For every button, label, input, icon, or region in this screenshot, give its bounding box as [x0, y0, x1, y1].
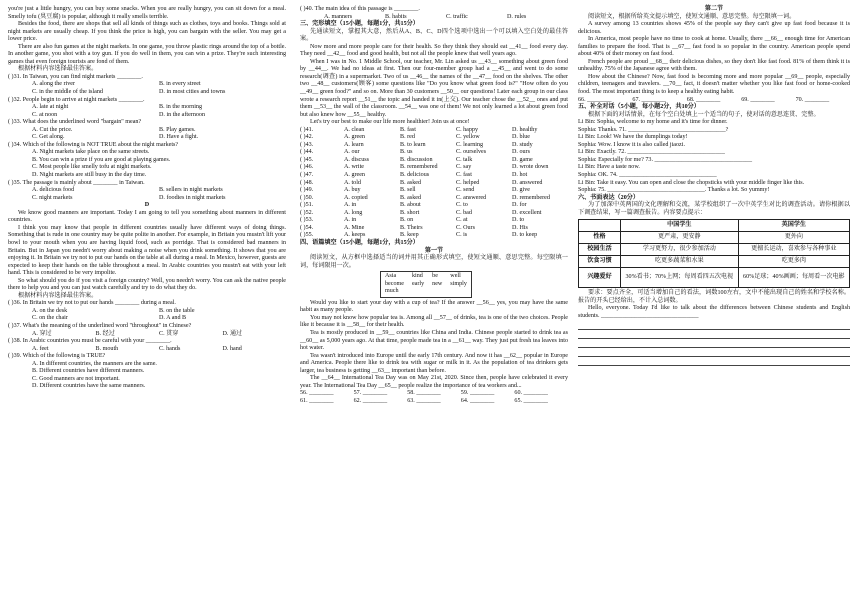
option-d[interactable]: D. excellent: [512, 209, 542, 216]
option-d[interactable]: D. give: [512, 187, 530, 194]
writing-line[interactable]: [578, 339, 850, 348]
option-a[interactable]: A. delicious food: [32, 187, 75, 194]
option-c[interactable]: C. Get along.: [32, 134, 65, 141]
cloze-option-row: [300, 217, 568, 225]
table-cell: 更擅长运动，喜欢参与各种事业: [738, 244, 849, 256]
option-c[interactable]: C. say: [456, 164, 472, 171]
option-b[interactable]: B. in every street: [159, 81, 201, 88]
option-d[interactable]: D. ours: [512, 149, 530, 156]
section-4-part-1: 第一节: [424, 247, 444, 254]
option-d[interactable]: D. hand: [222, 345, 242, 352]
option-a[interactable]: A. clean: [344, 126, 365, 133]
fastfood-text-4: How about the Chinese? Now, fast food is becoming more and more popular __69__ people, especially children, teenagers and travelers. __70__ fact, it doesn't matter whether you like fast food or home-cooked food. The most important thing is to keep a healthy eating habit.: [578, 73, 850, 96]
cloze-option-row: [300, 225, 568, 233]
option-a[interactable]: A. 穿过: [32, 330, 52, 337]
question-stem: ( )33. What does the underlined word "bargain" mean?: [8, 119, 142, 126]
word-box-item: early: [411, 280, 425, 287]
option-c[interactable]: C. Ours: [456, 224, 475, 231]
section-4-title: 四、语篇填空（15小题，每题1分，共15分）: [300, 239, 419, 246]
table-cell: 性格: [579, 232, 621, 244]
option-b[interactable]: B. sell: [400, 187, 416, 194]
fastfood-text-3: French people are proud __68__ their delicious dishes, so they don't like fast food. 81% of them think it is unhealthy. 75% of the Japanese agree with them.: [578, 58, 850, 73]
option-b[interactable]: B. Different countries have different manners.: [32, 368, 145, 375]
table-cell: 30%看书；70%上网；每周看四五次电视: [621, 268, 739, 288]
question-number: ( )52.: [300, 209, 314, 216]
blank-64[interactable]: 64. ________: [460, 397, 495, 404]
table-header-cell: 中国学生: [621, 220, 739, 232]
fastfood-text-2: In America, most people have no time to cook at home. Usually, there __66__ enough time for American families to prepare the food. That is __67__ fast food is so popular in the country. American people spend about 40% of their money on fast food.: [578, 36, 850, 58]
table-header-cell: 英国学生: [738, 220, 849, 232]
cloze-text-1: Now more and more people care for their health. So they think they should eat __41__ food every day. They need __42__ food and good health, but not all the people knew that well years ago.: [300, 43, 568, 58]
option-d[interactable]: D. for: [512, 202, 527, 209]
dialog: [578, 119, 850, 194]
dialog-line: Sophia: 75. ________________________________. Thanks a lot. So yummy!: [578, 187, 770, 194]
option-c[interactable]: C. on the chair: [32, 315, 68, 322]
writing-requirements: 要求：要点齐全，可适当增加自己的看法，词数100左右，文中不能出现自己的姓名和学校名称。报告的开头已经给出，不计入总词数。: [578, 290, 850, 304]
dialog-line: Li Bin: Sophia, welcome to my home and it's time for dinner.: [578, 119, 728, 126]
option-d[interactable]: D. 通过: [222, 330, 243, 337]
dialog-line: Sophia: Thanks. 71. ________________________________?: [578, 126, 729, 133]
option-b[interactable]: B. about: [400, 202, 421, 209]
table-row: [579, 268, 850, 288]
option-a[interactable]: A. learn: [344, 141, 364, 148]
table-header-cell: [579, 220, 621, 232]
question-34: [8, 142, 286, 180]
option-a[interactable]: A. In different countries, the manners are the same.: [32, 360, 157, 367]
option-a[interactable]: A. along the river: [32, 81, 75, 88]
question-number: ( )45.: [300, 156, 314, 163]
option-c[interactable]: C. answered: [456, 194, 487, 201]
option-a[interactable]: A. in: [344, 202, 357, 209]
question-31: [8, 74, 286, 97]
option-a[interactable]: A. Night markets take place on the same streets.: [32, 149, 150, 156]
answer-blanks-61-65: [300, 398, 568, 406]
section-3-title: 三、完形填空（15小题，每题1分，共15分）: [300, 21, 419, 28]
cloze-option-row: [300, 164, 568, 172]
option-b[interactable]: B. keep: [400, 232, 419, 239]
cloze-option-row: [300, 232, 568, 240]
option-b[interactable]: B. in the morning: [159, 104, 202, 111]
word-box-item: become: [385, 280, 404, 287]
option-c[interactable]: C. Most people like smelly tofu at night markets.: [32, 164, 152, 171]
option-d[interactable]: D. remembered: [512, 194, 550, 201]
option-a[interactable]: A. on the desk: [32, 307, 68, 314]
option-b[interactable]: B. mouth: [95, 345, 119, 352]
cloze-option-row: [300, 180, 568, 188]
table-cell: 60%足球；40%画画；每周看一次电影: [738, 268, 849, 288]
question-36: [8, 300, 286, 323]
reading-c-text-3: There are also fun games at the night markets. In one game, you throw plastic rings around the top of a bottle. In another game, you shot with a toy gun. If you do well in them, you can win a prize. They're such interesting games that even foreign tourists are fond of them.: [8, 43, 286, 65]
question-33: [8, 119, 286, 142]
option-d[interactable]: D. blue: [512, 134, 530, 141]
blank-69[interactable]: 69. ________: [741, 96, 775, 103]
option-d[interactable]: D. in the afternoon: [159, 111, 206, 118]
option-d[interactable]: D. study: [512, 141, 533, 148]
table-header-row: [579, 220, 850, 232]
passage-d-title: D: [144, 202, 150, 209]
cloze-option-row: [300, 172, 568, 180]
option-c[interactable]: C. bad: [456, 209, 472, 216]
option-a[interactable]: A. in: [344, 217, 357, 224]
question-number: ( )49.: [300, 187, 314, 194]
option-b[interactable]: B. asked: [400, 179, 421, 186]
option-c[interactable]: C. night markets: [32, 194, 73, 201]
section-4-instruction: 阅读短文，从方框中选择适当的词并用其正确形式填空，使短文通顺、意思完整。每空限填一词，每词限用一次。: [300, 255, 568, 269]
blank-68[interactable]: 68. ________: [686, 96, 721, 103]
question-38: [8, 338, 286, 353]
reading-d-instruction: 根据材料内容选择最佳答案。: [18, 292, 98, 299]
option-a[interactable]: A. Mine: [344, 224, 365, 231]
table-cell: 吃更多肉: [738, 256, 849, 268]
reading-c-text-1: you're just a little hungry, you can buy some snacks. When you are really hungry, you can sit down for a meal. Smelly tofu (臭豆腐) is popular, although it really smells terrible.: [8, 6, 286, 20]
word-box-item: be: [432, 273, 438, 280]
option-a[interactable]: A. our: [344, 149, 360, 156]
question-40: [300, 6, 568, 21]
option-b[interactable]: B. to learn: [400, 141, 426, 148]
question-37: [8, 323, 286, 338]
tea-text-3: Tea is mostly produced in __59__ countries like China and India. Chinese people started to drink tea as __60__ as 5,000 years ago. At that time, people made tea in a __61__ way. They just put fresh tea leaves into hot water.: [300, 329, 568, 352]
question-stem: ( )32. People begin to arrive at night markets ________.: [8, 96, 145, 103]
option-a[interactable]: A. green: [344, 172, 365, 179]
option-d[interactable]: D. Different countries have the same manners.: [32, 383, 146, 390]
blank-65[interactable]: 65. ________: [514, 397, 548, 404]
option-c[interactable]: C. learning: [456, 141, 484, 148]
option-a[interactable]: A. Cut the price.: [32, 126, 73, 133]
reading-c-instruction: 根据材料内容选择最佳答案。: [18, 66, 98, 73]
dialog-line: Li Bin: Exactly. 72. ________________________________: [578, 149, 725, 156]
option-c[interactable]: C. at noon: [32, 111, 58, 118]
question-number: ( )54.: [300, 224, 314, 231]
option-b[interactable]: B. asked: [400, 194, 421, 201]
option-b[interactable]: B. habits: [385, 13, 407, 20]
table-cell: 学习更努力，很少参加活动: [621, 244, 739, 256]
question-stem: ( )36. In Britain we try not to put our hands ________ during a meal.: [8, 300, 176, 307]
section-6-instruction: 为了加深中英两国的文化理解和交流，某学校组织了一次中英学生对比的调查活动。请你根据以下调查结果，写一篇调查报告。内容要点提示：: [578, 202, 850, 216]
blank-61[interactable]: 61. ________: [300, 397, 334, 404]
option-d[interactable]: D. Night markets are still busy in the day time.: [32, 172, 147, 179]
word-box-item: new: [432, 280, 443, 287]
question-number: ( )42.: [300, 134, 314, 141]
word-box-item: simply: [450, 280, 467, 287]
option-a[interactable]: A. write: [344, 164, 364, 171]
table-row: [579, 256, 850, 268]
blank-57[interactable]: 57. ________: [353, 390, 388, 397]
option-b[interactable]: B. 经过: [95, 330, 115, 337]
section-4-part-2: 第二节: [704, 6, 724, 12]
option-b[interactable]: B. on: [400, 217, 414, 224]
survey-table: [578, 219, 850, 288]
word-box-item: much: [385, 288, 399, 295]
cloze-option-row: [300, 202, 568, 210]
option-a[interactable]: A. copied: [344, 194, 368, 201]
column-right: [578, 6, 850, 366]
tea-text-2: You may not know how popular tea is. Among all __57__ of drinks, tea is one of the two choices. People like it because it is __58__ for their health.: [300, 314, 568, 329]
question-stem: ( )39. Which of the following is TRUE?: [8, 353, 106, 360]
table-cell: 吃更多蔬菜和水果: [621, 256, 739, 268]
question-35: [8, 180, 286, 203]
option-d[interactable]: D. His: [512, 224, 528, 231]
question-number: ( )47.: [300, 172, 314, 179]
option-d[interactable]: D. foodies in night markets: [159, 194, 226, 201]
question-stem: ( )35. The passage is mainly about ________ in Taiwan.: [8, 179, 145, 186]
section-3-instruction: 先通读短文，掌握其大意，然后从A、B、C、D四个选项中选出一个可以填入空白处的最佳答案。: [300, 28, 568, 43]
cloze-text-3: Let's try our best to make our life more healthier! Join us at once!: [310, 119, 470, 126]
writing-opening: Hello, everyone. Today I'd like to talk about the differences between Chinese students and English students. ________________________________: [578, 305, 850, 319]
option-d[interactable]: D. wrote down: [512, 164, 549, 171]
dialog-line: Sophia: OK. 74. ________________________________: [578, 172, 717, 179]
blank-63[interactable]: 63. ________: [407, 397, 441, 404]
option-d[interactable]: D. Have a fight.: [159, 134, 199, 141]
table-row: [579, 232, 850, 244]
cloze-text-2: When I was in No. 1 Middle School, our teacher, Mr. Lin asked us __43__ something about green food by __44__. We had no ideas at first. Then our four-member group had a __45__ and went to do some research(调查) in a supermarket. Two of us __46__ the names of the __47__ food on the shelves. The other two __48__ customers(顾客) some questions like "Do you know what green food is?" "How often do you __49__ green food?" and so on. More than 30 customers __50__ our questions! Later each group in our class wrote a research report __51__ the topic and handed it in(上交). Our teacher chose the __52__ ones and put them __53__ the wall of the classroom. __54__ was one of them! We not only learned a lot about green food but also knew how __55__ healthy.: [300, 58, 568, 118]
passage-d-text-1: We know good manners are important. Today I am going to tell you something about manners in different countries.: [8, 209, 286, 224]
answer-blanks-56-60: [300, 390, 568, 398]
cloze-option-row: [300, 210, 568, 218]
option-b[interactable]: B. us: [400, 149, 413, 156]
option-a[interactable]: A. told: [344, 179, 361, 186]
option-d[interactable]: D. A and B: [159, 315, 187, 322]
option-c[interactable]: C. ourselves: [456, 149, 487, 156]
option-b[interactable]: B. You can win a prize if you are good at playing games.: [32, 156, 171, 163]
question-number: ( )46.: [300, 164, 314, 171]
option-b[interactable]: B. delicious: [400, 172, 430, 179]
question-number: ( )53.: [300, 217, 314, 224]
option-c[interactable]: C. hands: [159, 345, 181, 352]
column-left: [8, 6, 286, 391]
word-box-item: well: [450, 273, 461, 280]
table-cell: 饮食习惯: [579, 256, 621, 268]
option-b[interactable]: B. Play games.: [159, 126, 196, 133]
option-a[interactable]: A. long: [344, 209, 363, 216]
cloze-option-row: [300, 157, 568, 165]
answer-blanks-66-70: [578, 97, 850, 105]
option-d[interactable]: D. in most cities and towns: [159, 89, 226, 96]
question-number: ( )41.: [300, 126, 314, 133]
option-c[interactable]: C. in the middle of the island: [32, 89, 103, 96]
blank-66[interactable]: 66. ________: [578, 96, 612, 103]
passage-d-text-2: I think you may know that people in different countries usually have different ways of doing things. Something that is rude in one country may be quite polite in another. For example, in Britain you mustn't lift your bowl to your mouth when you are having liquid food, such as porridge. That is considered bad manners in Britain. But in Japan you needn't worry about making a noise when you drink something. It shows that you are enjoying it. In Britain we try not to put our hands on the table at all during a meal. In Mexico, however, guests are expected to keep their hands on the table throughout a meal. In Arabic countries you mustn't eat with your left hand. This is considered to be very impolite.: [8, 224, 286, 277]
question-number: ( )55.: [300, 232, 314, 239]
option-c[interactable]: C. 贯穿: [159, 330, 179, 337]
word-box: [380, 271, 472, 298]
option-c[interactable]: C. yellow: [456, 134, 480, 141]
option-a[interactable]: A. buy: [344, 187, 361, 194]
option-d[interactable]: D. to keep: [512, 232, 538, 239]
option-c[interactable]: C. happy: [456, 126, 479, 133]
cloze-option-row: [300, 134, 568, 142]
option-b[interactable]: B. fast: [400, 126, 416, 133]
section-6-title: 六、书面表达（20分）: [578, 194, 639, 201]
question-stem: ( )40. The main idea of this passage is ________.: [300, 6, 420, 12]
table-cell: 校园生活: [579, 244, 621, 256]
option-a[interactable]: A. discuss: [344, 156, 370, 163]
reading-c-text-2: Besides the food, there are shops that sell all kinds of things such as clothes, toys and books. Things sold at night markets are usually cheap. If you think the price is high, you can bargain with the seller. You may get a lower price.: [8, 21, 286, 43]
option-a[interactable]: A. feet: [32, 345, 49, 352]
table-cell: 兴趣爱好: [579, 268, 621, 288]
section-5-title: 五、补全对话（5小题，每小题2分，共10分）: [578, 104, 700, 111]
writing-line[interactable]: [578, 357, 850, 366]
question-number: ( )50.: [300, 194, 314, 201]
cloze-option-row: [300, 195, 568, 203]
option-d[interactable]: D. healthy: [512, 126, 538, 133]
option-d[interactable]: D. hot: [512, 172, 528, 179]
cloze-options: [300, 127, 568, 240]
option-a[interactable]: A. keeps: [344, 232, 366, 239]
question-stem: ( )37. What's the meaning of the underlined word "throughout" in Chinese?: [8, 322, 192, 329]
question-number: ( )51.: [300, 202, 314, 209]
dialog-line: Li Bin: Look! We have the dumplings today!: [578, 134, 688, 141]
blank-59[interactable]: 59. ________: [460, 390, 495, 397]
dialog-line: Li Bin: Take it easy. You can open and close the chopsticks with your middle finger like this.: [578, 179, 805, 186]
section-5-instruction: 根据下面的对话情景，在每个空白处填上一个适当的句子，使对话的意思连贯、完整。: [588, 111, 820, 118]
blank-70[interactable]: 70. ________: [795, 96, 830, 103]
cloze-option-row: [300, 142, 568, 150]
cloze-option-row: [300, 149, 568, 157]
option-a[interactable]: A. late at night: [32, 104, 69, 111]
option-d[interactable]: D. rules: [507, 13, 527, 20]
option-d[interactable]: D. to: [512, 217, 525, 224]
option-c[interactable]: C. talk: [456, 156, 473, 163]
blank-56[interactable]: 56. ________: [300, 390, 334, 397]
question-number: ( )44.: [300, 149, 314, 156]
dialog-line: Sophia: Wow. I know it is also called jiaozi.: [578, 141, 685, 148]
question-stem: ( )38. In Arabic countries you must be careful with your ________.: [8, 338, 172, 345]
question-number: ( )48.: [300, 179, 314, 186]
option-a[interactable]: A. manners: [324, 13, 353, 20]
blank-62[interactable]: 62. ________: [353, 397, 388, 404]
part-2-instruction: 阅读短文，根据所给英文提示填空，使短文通顺、意思完整。每空限填一词。: [588, 13, 796, 20]
question-stem: ( )34. Which of the following is NOT TRUE about the night markets?: [8, 141, 179, 148]
option-b[interactable]: B. short: [400, 209, 420, 216]
option-b[interactable]: B. sellers in night markets: [159, 187, 223, 194]
table-cell: 更外向: [738, 232, 849, 244]
option-b[interactable]: B. discussion: [400, 156, 433, 163]
question-stem: ( )31. In Taiwan, you can find night markets ________.: [8, 73, 143, 80]
question-number: ( )43.: [300, 141, 314, 148]
option-c[interactable]: C. at: [456, 217, 468, 224]
option-b[interactable]: B. red: [400, 134, 415, 141]
option-d[interactable]: D. game: [512, 156, 533, 163]
option-c[interactable]: C. to: [456, 202, 468, 209]
dialog-line: Li Bin: Have a taste now.: [578, 164, 640, 171]
writing-line[interactable]: [578, 321, 850, 330]
blank-58[interactable]: 58. ________: [407, 390, 441, 397]
table-cell: 更严肃，更安静: [621, 232, 739, 244]
cloze-option-row: [300, 187, 568, 195]
passage-d-text-3: So what should you do if you visit a foreign country? Well, you needn't worry. You can ask the native people there to help you and you can just watch carefully and try to do what they do.: [8, 277, 286, 292]
option-b[interactable]: B. remembered: [400, 164, 438, 171]
table-row: [579, 244, 850, 256]
option-c[interactable]: C. is: [456, 232, 468, 239]
blank-67[interactable]: 67. ________: [632, 96, 666, 103]
tea-text-5: The __64__ International Tea Day was on May 21st, 2020. Since then, people have celebrated it every year. The International Tea Day __65__ people realize the importance of tea workers and...: [300, 375, 568, 389]
option-c[interactable]: C. fast: [456, 172, 472, 179]
writing-lines[interactable]: [578, 321, 850, 366]
tea-text-1: Would you like to start your day with a cup of tea? If the answer __56__ yes, you may have the same habit as many people.: [300, 299, 568, 314]
column-middle: [300, 6, 568, 405]
writing-line[interactable]: [578, 330, 850, 339]
option-b[interactable]: B. Theirs: [400, 224, 423, 231]
fastfood-text-1: A survey among 13 countries shows 45% of the people say they can't give up fast food because it is delicious.: [578, 21, 850, 35]
option-c[interactable]: C. traffic: [446, 13, 468, 20]
option-c[interactable]: C. send: [456, 187, 475, 194]
word-box-item: Asia: [385, 273, 397, 280]
option-d[interactable]: D. answered: [512, 179, 543, 186]
dialog-line: Sophia: Especially for me? 73. ________________________________: [578, 156, 752, 163]
tea-text-4: Tea wasn't introduced into Europe until the early 17th century. And now it has __62__ popular in Europe and America. People there like to drink tea with sugar or milk in it. As the population of tea drinkers gets larger, tea business is getting __63__ important than before.: [300, 352, 568, 374]
option-c[interactable]: C. helped: [456, 179, 480, 186]
question-32: [8, 97, 286, 120]
question-39: [8, 353, 286, 391]
option-c[interactable]: C. Good manners are not important.: [32, 375, 120, 382]
word-box-item: kind: [411, 273, 423, 280]
option-b[interactable]: B. on the table: [159, 307, 195, 314]
blank-60[interactable]: 60. ________: [514, 390, 548, 397]
writing-line[interactable]: [578, 348, 850, 357]
cloze-option-row: [300, 127, 568, 135]
option-a[interactable]: A. green: [344, 134, 365, 141]
